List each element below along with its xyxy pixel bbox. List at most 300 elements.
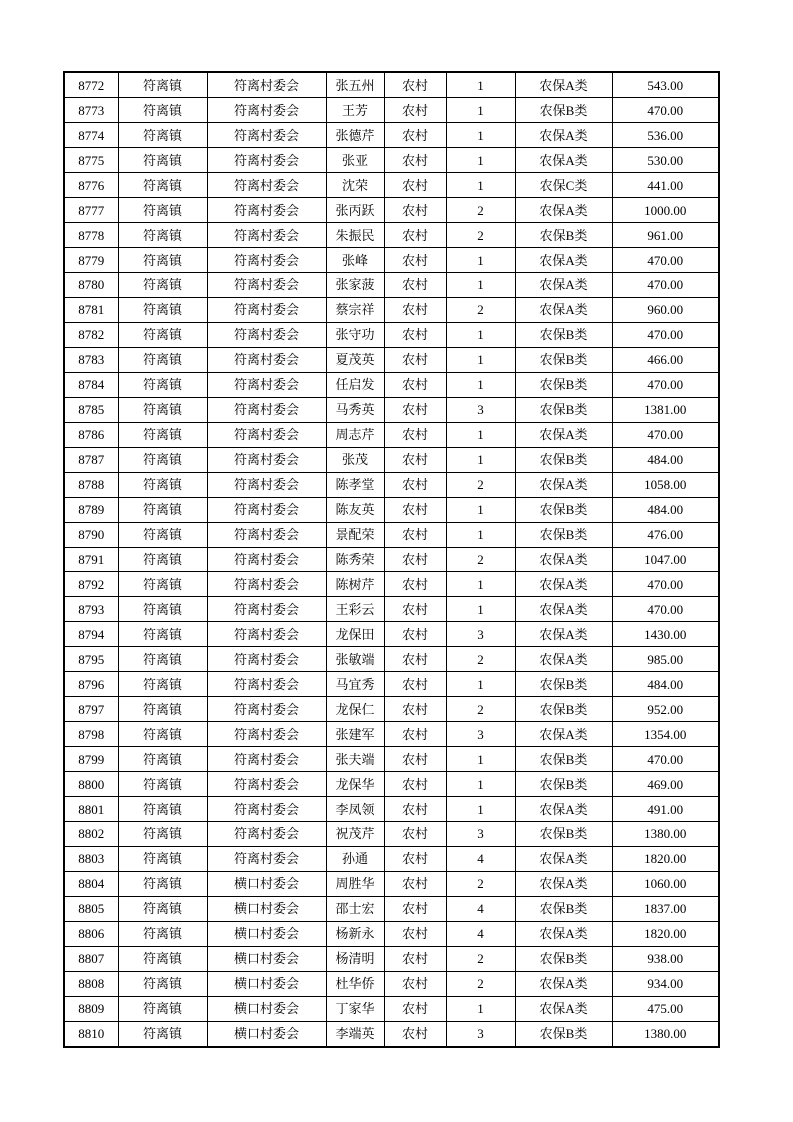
- cell-residence-type: 农村: [384, 522, 446, 547]
- cell-town-name: 符离镇: [118, 273, 207, 298]
- cell-person-count: 1: [446, 672, 515, 697]
- cell-village-committee: 符离村委会: [207, 522, 326, 547]
- cell-person-name: 陈树芹: [326, 572, 384, 597]
- cell-town-name: 符离镇: [118, 971, 207, 996]
- cell-village-committee: 横口村委会: [207, 1021, 326, 1047]
- cell-insurance-category: 农保B类: [515, 1021, 612, 1047]
- cell-town-name: 符离镇: [118, 547, 207, 572]
- cell-village-committee: 符离村委会: [207, 248, 326, 273]
- cell-village-committee: 符离村委会: [207, 297, 326, 322]
- cell-serial-number: 8774: [64, 123, 118, 148]
- cell-town-name: 符离镇: [118, 372, 207, 397]
- cell-residence-type: 农村: [384, 896, 446, 921]
- cell-amount: 470.00: [612, 273, 719, 298]
- cell-amount: 1820.00: [612, 846, 719, 871]
- cell-serial-number: 8799: [64, 747, 118, 772]
- table-row: [64, 447, 719, 472]
- cell-residence-type: 农村: [384, 1021, 446, 1047]
- cell-person-count: 1: [446, 273, 515, 298]
- cell-village-committee: 符离村委会: [207, 372, 326, 397]
- cell-town-name: 符离镇: [118, 722, 207, 747]
- cell-village-committee: 符离村委会: [207, 797, 326, 822]
- cell-insurance-category: 农保A类: [515, 148, 612, 173]
- cell-amount: 470.00: [612, 322, 719, 347]
- cell-person-name: 杨清明: [326, 946, 384, 971]
- cell-amount: 1060.00: [612, 871, 719, 896]
- cell-serial-number: 8793: [64, 597, 118, 622]
- cell-town-name: 符离镇: [118, 821, 207, 846]
- cell-insurance-category: 农保A类: [515, 198, 612, 223]
- cell-town-name: 符离镇: [118, 72, 207, 98]
- table-row: [64, 223, 719, 248]
- cell-residence-type: 农村: [384, 672, 446, 697]
- cell-village-committee: 符离村委会: [207, 273, 326, 298]
- cell-amount: 952.00: [612, 697, 719, 722]
- cell-person-count: 1: [446, 72, 515, 98]
- cell-insurance-category: 农保B类: [515, 747, 612, 772]
- cell-amount: 938.00: [612, 946, 719, 971]
- cell-person-name: 张建军: [326, 722, 384, 747]
- table-row: [64, 647, 719, 672]
- cell-amount: 475.00: [612, 996, 719, 1021]
- cell-insurance-category: 农保A类: [515, 846, 612, 871]
- cell-person-name: 朱振民: [326, 223, 384, 248]
- cell-amount: 1430.00: [612, 622, 719, 647]
- cell-amount: 934.00: [612, 971, 719, 996]
- cell-serial-number: 8805: [64, 896, 118, 921]
- cell-amount: 470.00: [612, 98, 719, 123]
- cell-insurance-category: 农保B类: [515, 322, 612, 347]
- cell-amount: 1047.00: [612, 547, 719, 572]
- cell-person-count: 2: [446, 971, 515, 996]
- cell-town-name: 符离镇: [118, 297, 207, 322]
- table-row: [64, 896, 719, 921]
- cell-person-count: 1: [446, 173, 515, 198]
- cell-serial-number: 8773: [64, 98, 118, 123]
- cell-residence-type: 农村: [384, 697, 446, 722]
- cell-person-name: 蔡宗祥: [326, 297, 384, 322]
- cell-residence-type: 农村: [384, 747, 446, 772]
- cell-residence-type: 农村: [384, 647, 446, 672]
- cell-person-count: 1: [446, 497, 515, 522]
- cell-amount: 470.00: [612, 597, 719, 622]
- cell-residence-type: 农村: [384, 447, 446, 472]
- cell-amount: 470.00: [612, 248, 719, 273]
- table-row: [64, 123, 719, 148]
- cell-amount: 470.00: [612, 572, 719, 597]
- cell-town-name: 符离镇: [118, 946, 207, 971]
- cell-village-committee: 符离村委会: [207, 821, 326, 846]
- cell-village-committee: 符离村委会: [207, 72, 326, 98]
- cell-person-count: 4: [446, 921, 515, 946]
- cell-town-name: 符离镇: [118, 797, 207, 822]
- cell-person-name: 张五州: [326, 72, 384, 98]
- cell-insurance-category: 农保B类: [515, 497, 612, 522]
- cell-insurance-category: 农保A类: [515, 797, 612, 822]
- table-row: [64, 198, 719, 223]
- cell-town-name: 符离镇: [118, 772, 207, 797]
- table-row: [64, 921, 719, 946]
- cell-person-name: 李凤领: [326, 797, 384, 822]
- cell-insurance-category: 农保A类: [515, 722, 612, 747]
- table-row: [64, 971, 719, 996]
- table-row: [64, 722, 719, 747]
- table-row: [64, 98, 719, 123]
- cell-person-count: 1: [446, 248, 515, 273]
- cell-town-name: 符离镇: [118, 747, 207, 772]
- cell-person-count: 2: [446, 198, 515, 223]
- cell-person-name: 张家菠: [326, 273, 384, 298]
- cell-serial-number: 8782: [64, 322, 118, 347]
- cell-residence-type: 农村: [384, 198, 446, 223]
- cell-serial-number: 8783: [64, 347, 118, 372]
- cell-residence-type: 农村: [384, 497, 446, 522]
- cell-person-count: 2: [446, 297, 515, 322]
- cell-amount: 961.00: [612, 223, 719, 248]
- cell-person-name: 周胜华: [326, 871, 384, 896]
- cell-village-committee: 横口村委会: [207, 896, 326, 921]
- cell-serial-number: 8796: [64, 672, 118, 697]
- cell-residence-type: 农村: [384, 248, 446, 273]
- cell-insurance-category: 农保B类: [515, 372, 612, 397]
- table-row: [64, 871, 719, 896]
- cell-person-count: 1: [446, 422, 515, 447]
- table-row: [64, 297, 719, 322]
- cell-town-name: 符离镇: [118, 248, 207, 273]
- cell-person-count: 3: [446, 722, 515, 747]
- cell-person-count: 1: [446, 747, 515, 772]
- cell-person-count: 3: [446, 397, 515, 422]
- cell-town-name: 符离镇: [118, 996, 207, 1021]
- table-row: [64, 248, 719, 273]
- cell-amount: 470.00: [612, 747, 719, 772]
- cell-insurance-category: 农保B类: [515, 347, 612, 372]
- cell-village-committee: 符离村委会: [207, 123, 326, 148]
- cell-amount: 1380.00: [612, 821, 719, 846]
- cell-village-committee: 符离村委会: [207, 422, 326, 447]
- cell-person-count: 1: [446, 597, 515, 622]
- cell-residence-type: 农村: [384, 996, 446, 1021]
- cell-village-committee: 符离村委会: [207, 198, 326, 223]
- cell-person-name: 杨新永: [326, 921, 384, 946]
- cell-person-name: 张守功: [326, 322, 384, 347]
- cell-village-committee: 符离村委会: [207, 148, 326, 173]
- cell-village-committee: 符离村委会: [207, 597, 326, 622]
- cell-town-name: 符离镇: [118, 472, 207, 497]
- cell-serial-number: 8772: [64, 72, 118, 98]
- cell-residence-type: 农村: [384, 372, 446, 397]
- cell-person-name: 陈友英: [326, 497, 384, 522]
- cell-residence-type: 农村: [384, 797, 446, 822]
- cell-person-count: 1: [446, 148, 515, 173]
- cell-person-count: 2: [446, 547, 515, 572]
- cell-person-count: 2: [446, 697, 515, 722]
- cell-person-name: 张峰: [326, 248, 384, 273]
- cell-town-name: 符离镇: [118, 597, 207, 622]
- cell-person-count: 1: [446, 447, 515, 472]
- cell-village-committee: 横口村委会: [207, 996, 326, 1021]
- cell-amount: 1380.00: [612, 1021, 719, 1047]
- cell-residence-type: 农村: [384, 622, 446, 647]
- cell-person-name: 景配荣: [326, 522, 384, 547]
- table-row: [64, 372, 719, 397]
- cell-person-count: 1: [446, 797, 515, 822]
- cell-insurance-category: 农保C类: [515, 173, 612, 198]
- cell-residence-type: 农村: [384, 173, 446, 198]
- cell-person-name: 张亚: [326, 148, 384, 173]
- cell-person-count: 2: [446, 223, 515, 248]
- table-row: [64, 497, 719, 522]
- cell-insurance-category: 农保B类: [515, 697, 612, 722]
- table-row: [64, 273, 719, 298]
- cell-person-name: 邵士宏: [326, 896, 384, 921]
- cell-person-count: 4: [446, 846, 515, 871]
- cell-residence-type: 农村: [384, 148, 446, 173]
- cell-residence-type: 农村: [384, 223, 446, 248]
- cell-amount: 441.00: [612, 173, 719, 198]
- cell-town-name: 符离镇: [118, 322, 207, 347]
- cell-person-count: 1: [446, 772, 515, 797]
- cell-serial-number: 8806: [64, 921, 118, 946]
- cell-person-count: 1: [446, 347, 515, 372]
- cell-residence-type: 农村: [384, 72, 446, 98]
- cell-serial-number: 8778: [64, 223, 118, 248]
- cell-town-name: 符离镇: [118, 397, 207, 422]
- cell-amount: 1354.00: [612, 722, 719, 747]
- cell-village-committee: 符离村委会: [207, 672, 326, 697]
- table-body: [64, 72, 719, 1047]
- cell-village-committee: 符离村委会: [207, 347, 326, 372]
- cell-residence-type: 农村: [384, 472, 446, 497]
- cell-village-committee: 符离村委会: [207, 647, 326, 672]
- table-row: [64, 622, 719, 647]
- cell-town-name: 符离镇: [118, 921, 207, 946]
- cell-person-name: 龙保田: [326, 622, 384, 647]
- cell-village-committee: 符离村委会: [207, 447, 326, 472]
- table-row: [64, 697, 719, 722]
- cell-village-committee: 符离村委会: [207, 622, 326, 647]
- cell-insurance-category: 农保A类: [515, 547, 612, 572]
- cell-town-name: 符离镇: [118, 896, 207, 921]
- cell-serial-number: 8798: [64, 722, 118, 747]
- cell-person-count: 1: [446, 372, 515, 397]
- cell-insurance-category: 农保A类: [515, 248, 612, 273]
- cell-person-count: 4: [446, 896, 515, 921]
- cell-amount: 484.00: [612, 497, 719, 522]
- cell-serial-number: 8802: [64, 821, 118, 846]
- cell-person-name: 陈秀荣: [326, 547, 384, 572]
- cell-insurance-category: 农保A类: [515, 647, 612, 672]
- cell-insurance-category: 农保A类: [515, 871, 612, 896]
- cell-person-name: 祝茂芹: [326, 821, 384, 846]
- cell-person-name: 丁家华: [326, 996, 384, 1021]
- cell-insurance-category: 农保B类: [515, 821, 612, 846]
- cell-serial-number: 8784: [64, 372, 118, 397]
- cell-person-count: 2: [446, 946, 515, 971]
- table-row: [64, 846, 719, 871]
- cell-insurance-category: 农保B类: [515, 397, 612, 422]
- cell-town-name: 符离镇: [118, 148, 207, 173]
- table-row: [64, 148, 719, 173]
- cell-town-name: 符离镇: [118, 871, 207, 896]
- cell-amount: 491.00: [612, 797, 719, 822]
- table-row: [64, 522, 719, 547]
- table-row: [64, 821, 719, 846]
- cell-person-count: 1: [446, 522, 515, 547]
- cell-amount: 484.00: [612, 447, 719, 472]
- cell-residence-type: 农村: [384, 772, 446, 797]
- cell-town-name: 符离镇: [118, 1021, 207, 1047]
- table-row: [64, 347, 719, 372]
- cell-village-committee: 符离村委会: [207, 497, 326, 522]
- cell-amount: 1000.00: [612, 198, 719, 223]
- cell-person-count: 3: [446, 1021, 515, 1047]
- cell-amount: 985.00: [612, 647, 719, 672]
- cell-residence-type: 农村: [384, 397, 446, 422]
- table-row: [64, 772, 719, 797]
- cell-serial-number: 8781: [64, 297, 118, 322]
- cell-residence-type: 农村: [384, 846, 446, 871]
- cell-person-name: 杜华侨: [326, 971, 384, 996]
- cell-person-name: 张丙跃: [326, 198, 384, 223]
- table-row: [64, 572, 719, 597]
- cell-serial-number: 8776: [64, 173, 118, 198]
- cell-town-name: 符离镇: [118, 522, 207, 547]
- cell-residence-type: 农村: [384, 422, 446, 447]
- table-row: [64, 672, 719, 697]
- cell-residence-type: 农村: [384, 821, 446, 846]
- cell-village-committee: 横口村委会: [207, 921, 326, 946]
- cell-person-name: 夏茂英: [326, 347, 384, 372]
- table-row: [64, 72, 719, 98]
- cell-town-name: 符离镇: [118, 347, 207, 372]
- cell-person-name: 沈荣: [326, 173, 384, 198]
- table-row: [64, 797, 719, 822]
- cell-amount: 530.00: [612, 148, 719, 173]
- cell-village-committee: 符离村委会: [207, 846, 326, 871]
- cell-serial-number: 8780: [64, 273, 118, 298]
- cell-village-committee: 符离村委会: [207, 322, 326, 347]
- table-row: [64, 397, 719, 422]
- cell-amount: 536.00: [612, 123, 719, 148]
- cell-residence-type: 农村: [384, 722, 446, 747]
- cell-insurance-category: 农保B类: [515, 223, 612, 248]
- cell-person-name: 陈孝堂: [326, 472, 384, 497]
- cell-person-count: 1: [446, 322, 515, 347]
- cell-town-name: 符离镇: [118, 846, 207, 871]
- cell-insurance-category: 农保B类: [515, 896, 612, 921]
- cell-person-name: 龙保华: [326, 772, 384, 797]
- cell-serial-number: 8785: [64, 397, 118, 422]
- table-row: [64, 547, 719, 572]
- cell-residence-type: 农村: [384, 597, 446, 622]
- cell-serial-number: 8792: [64, 572, 118, 597]
- cell-insurance-category: 农保A类: [515, 996, 612, 1021]
- cell-serial-number: 8790: [64, 522, 118, 547]
- table-row: [64, 597, 719, 622]
- cell-serial-number: 8794: [64, 622, 118, 647]
- cell-serial-number: 8779: [64, 248, 118, 273]
- table-row: [64, 322, 719, 347]
- cell-residence-type: 农村: [384, 123, 446, 148]
- cell-serial-number: 8808: [64, 971, 118, 996]
- cell-town-name: 符离镇: [118, 422, 207, 447]
- cell-insurance-category: 农保A类: [515, 72, 612, 98]
- cell-insurance-category: 农保B类: [515, 447, 612, 472]
- cell-person-count: 1: [446, 996, 515, 1021]
- cell-town-name: 符离镇: [118, 98, 207, 123]
- cell-person-count: 1: [446, 572, 515, 597]
- cell-insurance-category: 农保A类: [515, 297, 612, 322]
- cell-insurance-category: 农保B类: [515, 98, 612, 123]
- cell-person-name: 任启发: [326, 372, 384, 397]
- cell-village-committee: 符离村委会: [207, 747, 326, 772]
- cell-serial-number: 8804: [64, 871, 118, 896]
- cell-insurance-category: 农保A类: [515, 422, 612, 447]
- cell-person-count: 3: [446, 622, 515, 647]
- cell-serial-number: 8777: [64, 198, 118, 223]
- cell-serial-number: 8801: [64, 797, 118, 822]
- cell-person-name: 龙保仁: [326, 697, 384, 722]
- cell-amount: 476.00: [612, 522, 719, 547]
- cell-residence-type: 农村: [384, 98, 446, 123]
- cell-village-committee: 符离村委会: [207, 173, 326, 198]
- cell-person-name: 张敏端: [326, 647, 384, 672]
- cell-amount: 470.00: [612, 372, 719, 397]
- cell-serial-number: 8807: [64, 946, 118, 971]
- cell-amount: 960.00: [612, 297, 719, 322]
- cell-person-name: 马秀英: [326, 397, 384, 422]
- cell-serial-number: 8803: [64, 846, 118, 871]
- cell-person-count: 2: [446, 472, 515, 497]
- cell-village-committee: 符离村委会: [207, 98, 326, 123]
- table-row: [64, 422, 719, 447]
- cell-village-committee: 符离村委会: [207, 547, 326, 572]
- cell-amount: 1837.00: [612, 896, 719, 921]
- cell-village-committee: 符离村委会: [207, 472, 326, 497]
- cell-serial-number: 8788: [64, 472, 118, 497]
- cell-residence-type: 农村: [384, 273, 446, 298]
- cell-serial-number: 8786: [64, 422, 118, 447]
- cell-person-name: 孙通: [326, 846, 384, 871]
- cell-person-name: 王彩云: [326, 597, 384, 622]
- cell-person-name: 马宜秀: [326, 672, 384, 697]
- cell-amount: 1820.00: [612, 921, 719, 946]
- table-row: [64, 946, 719, 971]
- cell-village-committee: 符离村委会: [207, 572, 326, 597]
- cell-village-committee: 横口村委会: [207, 871, 326, 896]
- cell-town-name: 符离镇: [118, 497, 207, 522]
- cell-residence-type: 农村: [384, 946, 446, 971]
- cell-person-name: 张夫端: [326, 747, 384, 772]
- cell-town-name: 符离镇: [118, 173, 207, 198]
- cell-village-committee: 符离村委会: [207, 722, 326, 747]
- cell-insurance-category: 农保B类: [515, 522, 612, 547]
- cell-person-name: 王芳: [326, 98, 384, 123]
- cell-town-name: 符离镇: [118, 223, 207, 248]
- cell-insurance-category: 农保A类: [515, 622, 612, 647]
- cell-serial-number: 8797: [64, 697, 118, 722]
- cell-residence-type: 农村: [384, 572, 446, 597]
- cell-residence-type: 农村: [384, 921, 446, 946]
- cell-serial-number: 8787: [64, 447, 118, 472]
- cell-town-name: 符离镇: [118, 198, 207, 223]
- cell-serial-number: 8810: [64, 1021, 118, 1047]
- cell-person-name: 周志芹: [326, 422, 384, 447]
- cell-village-committee: 横口村委会: [207, 946, 326, 971]
- table-row: [64, 173, 719, 198]
- cell-residence-type: 农村: [384, 871, 446, 896]
